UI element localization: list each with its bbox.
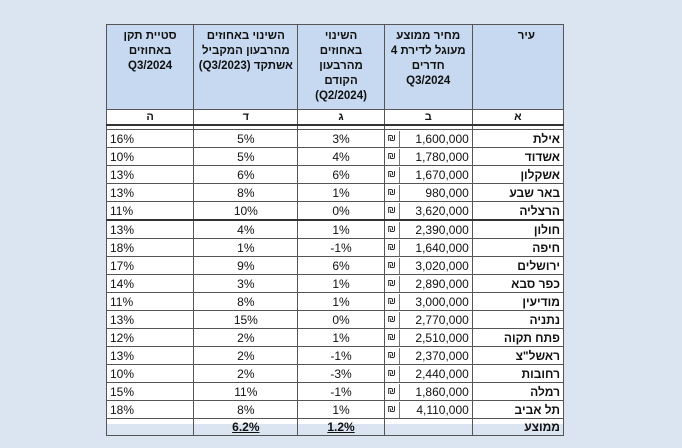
price-value: 2,770,000 — [415, 312, 469, 327]
cell-price[interactable] — [384, 347, 472, 365]
cell-city[interactable]: חיפה — [472, 239, 563, 257]
cell-q2-change[interactable]: 0% — [298, 311, 384, 329]
price-value: 2,890,000 — [415, 276, 469, 291]
cell-std-dev[interactable]: 18% — [107, 239, 194, 257]
price-value: 1,670,000 — [415, 167, 469, 182]
cell-q3-change[interactable]: 10% — [194, 202, 298, 221]
cell-std-dev[interactable]: 13% — [107, 220, 194, 239]
cell-q3-change[interactable]: 4% — [194, 220, 298, 239]
header-q2-change[interactable]: השינוי באחוזים מהרבעון הקודם (Q2/2024) — [298, 25, 384, 110]
price-value: 2,370,000 — [415, 348, 469, 363]
column-letter-row — [107, 110, 564, 126]
cell-city[interactable]: אשדוד — [472, 148, 563, 166]
table-row — [107, 239, 564, 257]
table-row — [107, 293, 564, 311]
cell-q2-change[interactable]: 1% — [298, 401, 384, 419]
cell-price[interactable] — [384, 202, 472, 221]
average-price-empty[interactable] — [384, 419, 472, 436]
shekel-symbol: ₪ — [385, 402, 400, 418]
price-table — [106, 24, 564, 436]
cell-city[interactable]: ראשל"צ — [472, 347, 563, 365]
shekel-symbol: ₪ — [385, 258, 400, 274]
cell-std-dev[interactable]: 10% — [107, 148, 194, 166]
shekel-symbol: ₪ — [385, 294, 400, 310]
cell-std-dev[interactable]: 13% — [107, 184, 194, 202]
table-row — [107, 220, 564, 239]
shekel-symbol: ₪ — [385, 203, 400, 219]
shekel-symbol: ₪ — [385, 312, 400, 328]
letter-b[interactable]: ב — [384, 110, 472, 126]
cell-city[interactable]: ירושלים — [472, 257, 563, 275]
table-row — [107, 383, 564, 401]
table-row — [107, 275, 564, 293]
table-body — [107, 130, 564, 419]
shekel-symbol: ₪ — [385, 185, 400, 201]
cell-q2-change[interactable]: 4% — [298, 148, 384, 166]
cell-price[interactable] — [384, 220, 472, 239]
cell-price[interactable] — [384, 257, 472, 275]
cell-city[interactable]: אילת — [472, 130, 563, 148]
header-price[interactable]: מחיר ממוצע מעוגל לדירת 4 חדרים Q3/2024 — [384, 25, 472, 110]
cell-price[interactable] — [384, 365, 472, 383]
price-value: 2,510,000 — [415, 330, 469, 345]
table-row — [107, 130, 564, 148]
price-value: 1,600,000 — [415, 131, 469, 146]
cell-q3-change[interactable]: 8% — [194, 401, 298, 419]
cell-q2-change[interactable]: 1% — [298, 275, 384, 293]
shekel-symbol: ₪ — [385, 149, 400, 165]
price-value: 4,110,000 — [416, 402, 469, 417]
cell-price[interactable] — [384, 329, 472, 347]
cell-city[interactable]: רחובות — [472, 365, 563, 383]
cell-q3-change[interactable]: 5% — [194, 130, 298, 148]
price-value: 3,000,000 — [415, 294, 469, 309]
cell-city[interactable]: נתניה — [472, 311, 563, 329]
cell-q2-change[interactable]: -1% — [298, 239, 384, 257]
table-row — [107, 148, 564, 166]
shekel-symbol: ₪ — [385, 366, 400, 382]
shekel-symbol: ₪ — [385, 384, 400, 400]
cell-city[interactable]: הרצליה — [472, 202, 563, 221]
letter-d[interactable]: ד — [194, 110, 298, 126]
cell-q3-change[interactable]: 9% — [194, 257, 298, 275]
cell-std-dev[interactable]: 13% — [107, 347, 194, 365]
cell-price[interactable] — [384, 166, 472, 184]
cell-std-dev[interactable]: 15% — [107, 383, 194, 401]
letter-a[interactable]: א — [472, 110, 563, 126]
cell-q2-change[interactable]: 1% — [298, 293, 384, 311]
shekel-symbol: ₪ — [385, 240, 400, 256]
cell-price[interactable] — [384, 401, 472, 419]
price-value: 3,620,000 — [415, 203, 469, 218]
cell-std-dev[interactable]: 14% — [107, 275, 194, 293]
price-value: 980,000 — [425, 185, 469, 200]
header-city[interactable]: עיר — [472, 25, 563, 110]
cell-price[interactable] — [384, 148, 472, 166]
cell-price[interactable] — [384, 311, 472, 329]
average-q2[interactable]: 1.2% — [298, 419, 384, 436]
cell-q3-change[interactable]: 3% — [194, 275, 298, 293]
cell-q3-change[interactable]: 11% — [194, 383, 298, 401]
cell-price[interactable] — [384, 275, 472, 293]
header-std-dev[interactable]: סטיית תקן באחוזים Q3/2024 — [107, 25, 194, 110]
cell-std-dev[interactable]: 11% — [107, 293, 194, 311]
cell-q3-change[interactable]: 2% — [194, 347, 298, 365]
header-row — [107, 25, 564, 110]
price-value: 1,780,000 — [415, 149, 469, 164]
letter-c[interactable]: ג — [298, 110, 384, 126]
price-value: 2,390,000 — [415, 222, 469, 237]
table-row — [107, 401, 564, 419]
cell-city[interactable]: חולון — [472, 220, 563, 239]
table-row — [107, 184, 564, 202]
table-row — [107, 202, 564, 221]
shekel-symbol: ₪ — [385, 348, 400, 364]
cell-city[interactable]: פתח תקוה — [472, 329, 563, 347]
average-q3[interactable]: 6.2% — [194, 419, 298, 436]
cell-std-dev[interactable]: 12% — [107, 329, 194, 347]
cell-price[interactable] — [384, 293, 472, 311]
price-value: 1,640,000 — [415, 240, 469, 255]
cell-q2-change[interactable]: -3% — [298, 365, 384, 383]
cell-city[interactable]: כפר סבא — [472, 275, 563, 293]
cell-q3-change[interactable]: 8% — [194, 184, 298, 202]
table-row — [107, 347, 564, 365]
cell-city[interactable]: באר שבע — [472, 184, 563, 202]
cell-price[interactable] — [384, 184, 472, 202]
cell-q2-change[interactable]: 1% — [298, 184, 384, 202]
shekel-symbol: ₪ — [385, 276, 400, 292]
price-value: 3,020,000 — [415, 258, 469, 273]
cell-price[interactable] — [384, 130, 472, 148]
cell-std-dev[interactable]: 18% — [107, 401, 194, 419]
cell-q3-change[interactable]: 15% — [194, 311, 298, 329]
cell-q3-change[interactable]: 2% — [194, 365, 298, 383]
cell-city[interactable]: אשקלון — [472, 166, 563, 184]
cell-std-dev[interactable]: 17% — [107, 257, 194, 275]
cell-std-dev[interactable]: 13% — [107, 311, 194, 329]
cell-q2-change[interactable]: 6% — [298, 166, 384, 184]
shekel-symbol: ₪ — [385, 167, 400, 183]
cell-std-dev[interactable]: 16% — [107, 130, 194, 148]
table-row — [107, 257, 564, 275]
cell-std-dev[interactable]: 10% — [107, 365, 194, 383]
cell-city[interactable]: מודיעין — [472, 293, 563, 311]
cell-city[interactable]: תל אביב — [472, 401, 563, 419]
table-row — [107, 365, 564, 383]
average-label[interactable]: ממוצע — [472, 419, 563, 436]
price-value: 1,860,000 — [415, 384, 469, 399]
cell-q2-change[interactable]: 0% — [298, 202, 384, 221]
spreadsheet — [106, 24, 564, 434]
cell-std-dev[interactable]: 11% — [107, 202, 194, 221]
cell-q2-change[interactable]: 3% — [298, 130, 384, 148]
cell-q3-change[interactable]: 8% — [194, 293, 298, 311]
table-row — [107, 311, 564, 329]
cell-city[interactable]: רמלה — [472, 383, 563, 401]
table-row — [107, 166, 564, 184]
cell-q2-change[interactable]: 1% — [298, 220, 384, 239]
shekel-symbol: ₪ — [385, 330, 400, 346]
cell-q2-change[interactable]: 6% — [298, 257, 384, 275]
cell-q2-change[interactable]: -1% — [298, 347, 384, 365]
cell-q3-change[interactable]: 2% — [194, 329, 298, 347]
cell-q2-change[interactable]: -1% — [298, 383, 384, 401]
cell-q2-change[interactable]: 1% — [298, 329, 384, 347]
cell-std-dev[interactable]: 13% — [107, 166, 194, 184]
shekel-symbol: ₪ — [385, 222, 400, 238]
header-q3-change[interactable]: השינוי באחוזים מהרבעון המקביל אשתקד (Q3/2023) — [194, 25, 298, 110]
letter-e[interactable]: ה — [107, 110, 194, 126]
price-value: 2,440,000 — [415, 366, 469, 381]
average-std-empty[interactable] — [107, 419, 194, 436]
cell-price[interactable] — [384, 383, 472, 401]
shekel-symbol: ₪ — [385, 131, 400, 147]
cell-q3-change[interactable]: 1% — [194, 239, 298, 257]
table-row — [107, 329, 564, 347]
cell-price[interactable] — [384, 239, 472, 257]
average-row — [107, 419, 564, 436]
cell-q3-change[interactable]: 6% — [194, 166, 298, 184]
cell-q3-change[interactable]: 5% — [194, 148, 298, 166]
